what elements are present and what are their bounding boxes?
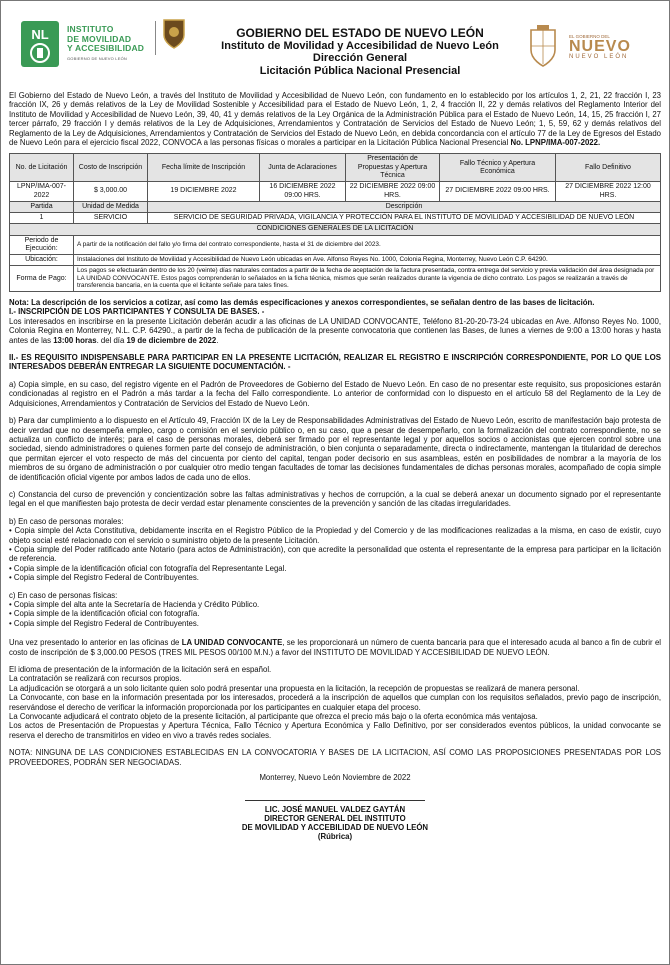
gob-small: EL GOBIERNO DEL (569, 34, 610, 39)
list-item: • Copia simple del Registro Federal de Contribuyentes. (9, 573, 199, 583)
logo-line-3: Y ACCESIBILIDAD (67, 43, 145, 53)
tender-table (9, 153, 661, 292)
morales-block (9, 517, 661, 583)
section-1-text (9, 317, 661, 345)
note-description: Nota: La descripción de los servicios a cotizar, así como las demás especificaciones y anexos correspondientes, se señalan dentro de las bases de licitación. (9, 298, 595, 308)
table-header: Fallo Técnico y Apertura Económica (440, 154, 556, 182)
requirement-c: c) Constancia del curso de prevención y concientización sobre las faltas administrativas y hechos de corrupción, a la cual se deberá anexar un documento signado por el representante legal en el que manifiesten bajo protesta de decir verdad estar plenamente conscientes de la prevención y sanción de las citadas irregularidades. (9, 489, 661, 509)
signature-block (9, 805, 661, 842)
intro-text: El Gobierno del Estado de Nuevo León, a través del Instituto de Movilidad y Accesibilidad de Nuevo León, con fundamento en lo establecido por los artículos 1, 2, 21, 22 fracción I, 23 fracción IX, 26 y demás relativos de la Ley de Movilidad Sostenible y Accesibilidad para el Estado de Nuevo León, 1, 2, 4 fracción II, 22 y demás relativos del Reglamento Interior del Instituto de Movilidad y Accesibilidad de Nuevo León, 39, 40, 41 y demás relativos de la Ley Orgánica de la Administración Pública para el Estado de Nuevo León, 14, 15, 25 fracción I, 27 tercer párrafo, 29 fracción I y demás relativos de la Ley de Adquisiciones, Arrendamientos y Contratación de Servicios del Estado de Nuevo León; 1, 5, 59, 62 y demás relativos del Reglamento de la Ley de Adquisiciones, Arrendamientos y Contratación de Servicios del Estado de Nuevo León, en debida concordancia con el artículo 77 de la Ley de Egresos del Estado de Nuevo León para el ejercicio fiscal 2022, CONVOCA a las personas físicas o morales a participar en la Licitación Pública Nacional Presencial (9, 91, 661, 148)
table-cell: 19 DICIEMBRE 2022 (148, 182, 260, 202)
table-header: Presentación de Propuestas y Apertura Técnica (346, 154, 440, 182)
tender-number: No. LPNP/IMA-007-2022. (510, 138, 601, 148)
table-cell: SERVICIO DE SEGURIDAD PRIVADA, VIGILANCIA Y PROTECCIÓN PARA EL INSTITUTO DE MOVILIDAD Y ACCESIBILIDAD DE NUEVO LEÓN (148, 213, 661, 224)
table-header: Descripción (148, 202, 661, 213)
fisicas-title: c) En caso de personas físicas: (9, 590, 118, 600)
table-row (10, 182, 661, 202)
rule-item: Los actos de Presentación de Propuestas y Apertura Técnica, Fallo Técnico y Apertura Económica y Fallo Definitivo, por ser considerados eventos públicos, la unidad convocante se reserva el derecho de transmitirlos en video en vivo a través redes sociales. (9, 721, 661, 740)
requirement-b: b) Para dar cumplimiento a lo dispuesto en el Artículo 49, Fracción IX de la Ley de Responsabilidades Administrativas del Estado de Nuevo León, escrito de manifestación bajo protesta de decir verdad que no desempeña empleo, cargo o comisión en el servicio público o, en su caso, que a pesar de desempeñarlo, con la formalización del contrato correspondiente, no se actualiza un conflicto de interés; para el caso de personas morales, deberá ser firmado por el representante legal y por aquellos socios o accionistas que ejercen control sobre una sociedad, siendo administradores o quienes formen parte del consejo de administración, o bien conjunta o separadamente, directa o indirectamente, mantengan la titularidad de derechos que permitan ejercer el voto respecto de más del cincuenta por ciento del capital, tengan poder decisorio en sus asambleas, estén en posibilidades de nombrar a la mayoría de los miembros de su órgano de administración o por cualquier otro medio tengan facultades de tomar las decisiones fundamentales de dichas personas morales, acompañado de copia simple de identificación oficial vigente por ambos lados de cada uno de ellos. (9, 416, 661, 482)
intro-paragraph (9, 91, 661, 147)
rule-item: La adjudicación se otorgará a un solo licitante quien solo podrá presentar una propuesta en la licitación, la recepción de propuestas se realizará de manera personal. (9, 683, 580, 693)
requirement-a: a) Copia simple, en su caso, del registro vigente en el Padrón de Proveedores de Gobierno del Estado de Nuevo León. En caso de no presentar este requisito, sus proposiciones estarán condicionadas al registro en el Padrón a más tardar a la fecha del Fallo correspondiente. Lo anterior de conformidad con lo dispuesto en el artículo 58 del Reglamento de la Ley de Adquisiciones, Arrendamientos y Contratación de Servicios del Estado de Nuevo León. (9, 379, 661, 408)
sec1-text-a: Los interesados en inscribirse en la presente Licitación deberán acudir a las oficinas de LA UNIDAD CONVOCANTE, Teléfono 81-20-20-73-24 ubicadas en Ave. Alfonso Reyes No. 1000, Colonia Regina en Monterrey, N.L. C.P. 64290., a partir de la fecha de publicación de la presente convocatoria que contienen las Bases, de lunes a viernes de 9:00 a 13:00 horas y hasta antes de las (9, 316, 661, 345)
sec1-text-b: . del día (96, 335, 125, 345)
gob-nuevo: NUEVO (569, 38, 631, 55)
logo-sub: GOBIERNO DE NUEVO LEÓN (67, 55, 127, 61)
list-item: • Copia simple de la identificación oficial con fotografía del Representante Legal. (9, 563, 287, 573)
list-item: • Copia simple del alta ante la Secretaría de Hacienda y Crédito Público. (9, 600, 260, 610)
section-2-title: II.- ES REQUISITO INDISPENSABLE PARA PARTICIPAR EN LA PRESENTE LICITACIÓN, REALIZAR EL REGISTRO E INSCRIPCIÓN CORRESPONDIENTE, POR LO QUE LOS INTERESADOS DEBERÁN ENTREGAR LA SIGUIENTE DOCUMENTACIÓN. - (9, 353, 661, 372)
condition-label: Forma de Pago: (10, 266, 74, 292)
list-item: • Copia simple del Acta Constitutiva, debidamente inscrita en el Registro Público de la Propiedad y del Comercio y de las modificaciones realizadas a la misma, en caso de existir, cuyo objeto social esté relacionado con el servicio o suministro objeto de la presente Licitación. (9, 526, 661, 545)
list-item: • Copia simple de la identificación oficial con fotografía. (9, 609, 200, 619)
rule-item: La Convocante, con base en la información presentada por los interesados, procederá a la inscripción de aquellos que cumplan con los requisitos señalados, previo pago de inscripción, reservándose el derecho de verificar la información proporcionada por los participantes en cualquier etapa del proceso. (9, 693, 661, 712)
sec1-time: 13:00 horas (53, 335, 97, 345)
signature-line (245, 800, 425, 801)
shield-icon (161, 17, 187, 51)
table-cell: 27 DICIEMBRE 2022 12:00 HRS. (556, 182, 661, 202)
condition-label: Periodo de Ejecución: (10, 235, 74, 254)
pay-unit: LA UNIDAD CONVOCANTE (181, 638, 283, 648)
institute-logo-text (67, 25, 144, 63)
gob-leon: NUEVO LEÓN (569, 54, 629, 60)
title-direction: Dirección General (312, 52, 408, 64)
table-header: No. de Licitación (10, 154, 74, 182)
table-cell: $ 3,000.00 (74, 182, 148, 202)
condition-text: A partir de la notificación del fallo y/o firma del contrato correspondiente, hasta el 31 de diciembre del 2023. (74, 235, 661, 254)
rule-item: La contratación se realizará con recursos propios. (9, 674, 182, 684)
logo-line-2: DE MOVILIDAD (67, 33, 132, 44)
condition-text: Instalaciones del Instituto de Movilidad y Accesibilidad de Nuevo León ubicadas en Ave. Alfonso Reyes No. 1000, Colonia Regina, Monterrey, Nuevo León C.P. 64290. (74, 255, 661, 266)
pay-text-b: , se les proporcionará un número de cuenta bancaria para que el interesado acuda al banco a fin de cubrir el costo de inscripción de $ 3,000.00 PESOS (TRES MIL PESOS 00/100 M.N.) a favor del INSTITUTO DE MOVILIDAD Y ACCESIBILIDAD DE NUEVO LEÓN. (9, 638, 662, 657)
nl-logo-icon (19, 19, 61, 69)
table-header: Unidad de Medida (74, 202, 148, 213)
conditions-title-row (10, 224, 661, 235)
final-note: NOTA: NINGUNA DE LAS CONDICIONES ESTABLECIDAS EN LA CONVOCATORIA Y BASES DE LA LICITACION, ASÍ COMO LAS PROPOSICIONES PRESENTADAS POR LOS PROVEEDORES, PODRÁN SER NEGOCIADAS. (9, 748, 661, 767)
government-logo (525, 21, 653, 73)
header (9, 7, 661, 93)
sec1-text-c: . (216, 335, 219, 345)
rubrica: (Rúbrica) (317, 832, 353, 842)
condition-row (10, 255, 661, 266)
table-cell: 16 DICIEMBRE 2022 09:00 HRS. (260, 182, 346, 202)
table-cell: SERVICIO (74, 213, 148, 224)
morales-title: b) En caso de personas morales: (9, 516, 124, 526)
fisicas-block (9, 591, 661, 629)
logo-divider (155, 21, 156, 55)
title-block (199, 27, 521, 77)
table-header-row (10, 154, 661, 182)
signer-title-1: DIRECTOR GENERAL DEL INSTITUTO (264, 814, 406, 823)
condition-label: Ubicación: (10, 255, 74, 266)
section-1-title: I.- INSCRIPCIÓN DE LOS PARTICIPANTES Y CONSULTA DE BASES. - (9, 307, 265, 317)
condition-text: Los pagos se efectuarán dentro de los 20 (veinte) días naturales contados a partir de la fecha de aceptación de la factura presentada, contra entrega del servicio y previa validación del área designada por LA UNIDAD CONVOCANTE. Estos pagos comprenderán lo señalados en la ficha técnica, mismos que serán realizados durante la vigencia de dicho contrato. Los pagos se realizarán a través de transferencia bancaria, en la cuenta que el licitante señale para tales fines. (74, 266, 661, 292)
rule-item: El idioma de presentación de la información de la licitación será en español. (9, 665, 272, 675)
government-logo-text (569, 34, 631, 60)
title-government: GOBIERNO DEL ESTADO DE NUEVO LEÓN (236, 26, 484, 40)
table-header: Partida (10, 202, 74, 213)
signer-name: LIC. JOSÉ MANUEL VALDEZ GAYTÁN (264, 804, 406, 814)
table-header: Fallo Definitivo (556, 154, 661, 182)
section-1 (9, 298, 661, 345)
title-tender: Licitación Pública Nacional Presencial (259, 64, 461, 77)
place-date: Monterrey, Nuevo León Noviembre de 2022 (259, 773, 411, 783)
logo-line-1: INSTITUTO (67, 24, 114, 34)
table-row (10, 213, 661, 224)
table-subheader-row (10, 202, 661, 213)
list-item: • Copia simple del Poder ratificado ante Notario (para actos de Administración), con que acredite la personalidad que ostenta el representante de la empresa para participar en la licitación de referencia. (9, 544, 661, 564)
condition-row (10, 266, 661, 292)
table-cell: LPNP/IMA-007-2022 (10, 182, 74, 202)
rule-item: La Convocante adjudicará el contrato objeto de la presente licitación, al participante que ofrezca el precio más bajo o la oferta económica más ventajosa. (9, 712, 538, 722)
rules-block (9, 665, 661, 740)
payment-paragraph (9, 638, 661, 657)
conditions-title: CONDICIONES GENERALES DE LA LICITACIÓN (10, 224, 661, 235)
pay-text-a: Una vez presentado lo anterior en las oficinas de (9, 638, 180, 648)
table-cell: 27 DICIEMBRE 2022 09:00 HRS. (440, 182, 556, 202)
svg-text:NL: NL (31, 27, 49, 42)
table-cell: 1 (10, 213, 74, 224)
table-header: Junta de Aclaraciones (260, 154, 346, 182)
table-header: Fecha límite de Inscripción (148, 154, 260, 182)
title-institute: Instituto de Movilidad y Accesibilidad de Nuevo León (221, 39, 499, 52)
table-header: Costo de Inscripción (74, 154, 148, 182)
table-cell: 22 DICIEMBRE 2022 09:00 HRS. (346, 182, 440, 202)
signer-title-2: DE MOVILIDAD Y ACCEBILIDAD DE NUEVO LEÓN (241, 823, 429, 833)
sec1-date: 19 de diciembre de 2022 (126, 335, 217, 345)
coat-of-arms-icon (525, 24, 561, 70)
list-item: • Copia simple del Registro Federal de Contribuyentes. (9, 618, 199, 628)
condition-row (10, 235, 661, 254)
